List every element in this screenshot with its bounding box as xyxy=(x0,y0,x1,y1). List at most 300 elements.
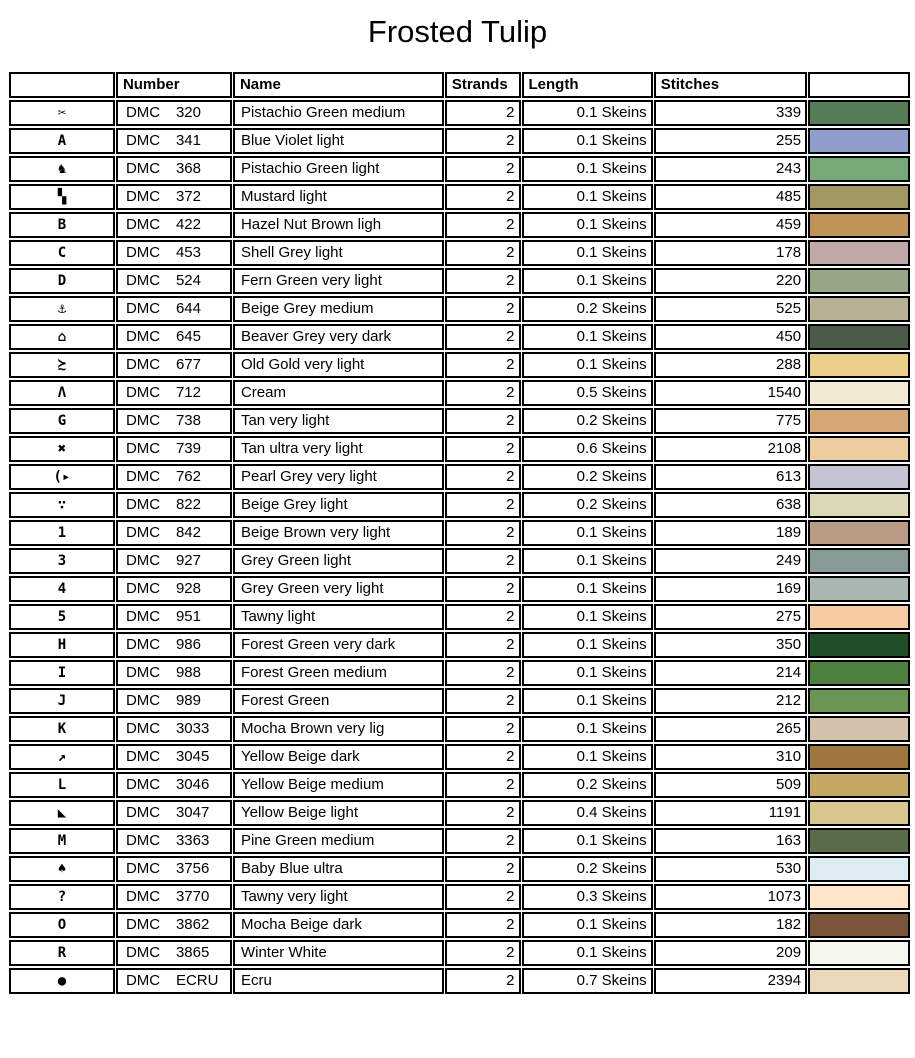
table-row xyxy=(9,632,910,658)
table-row xyxy=(9,856,910,882)
color-name-cell: Mustard light xyxy=(233,184,444,210)
color-swatch xyxy=(808,212,910,238)
color-swatch xyxy=(808,632,910,658)
brand-label: DMC xyxy=(125,496,161,513)
strands-cell: 2 xyxy=(445,800,521,826)
stitch-symbol: D xyxy=(9,268,115,294)
code-label: 3862 xyxy=(175,916,210,933)
length-cell: 0.2 Skeins xyxy=(522,772,653,798)
color-swatch xyxy=(808,716,910,742)
table-row xyxy=(9,912,910,938)
floss-number-cell xyxy=(116,296,232,322)
floss-number-cell xyxy=(116,128,232,154)
code-label: 453 xyxy=(175,244,201,261)
strands-cell: 2 xyxy=(445,240,521,266)
code-label: 372 xyxy=(175,188,201,205)
stitch-symbol: 1 xyxy=(9,520,115,546)
brand-label: DMC xyxy=(125,636,161,653)
table-row xyxy=(9,940,910,966)
floss-number-cell xyxy=(116,604,232,630)
length-cell: 0.7 Skeins xyxy=(522,968,653,994)
table-row xyxy=(9,800,910,826)
stitches-cell: 182 xyxy=(654,912,807,938)
table-row xyxy=(9,184,910,210)
length-cell: 0.1 Skeins xyxy=(522,716,653,742)
color-swatch xyxy=(808,688,910,714)
code-label: 3756 xyxy=(175,860,210,877)
code-label: 738 xyxy=(175,412,201,429)
stitches-cell: 163 xyxy=(654,828,807,854)
table-row xyxy=(9,436,910,462)
color-name-cell: Tan ultra very light xyxy=(233,436,444,462)
length-cell: 0.1 Skeins xyxy=(522,744,653,770)
stitch-symbol: I xyxy=(9,660,115,686)
color-name-cell: Cream xyxy=(233,380,444,406)
code-label: 927 xyxy=(175,552,201,569)
code-label: 986 xyxy=(175,636,201,653)
strands-cell: 2 xyxy=(445,716,521,742)
floss-number-cell xyxy=(116,744,232,770)
color-name-cell: Ecru xyxy=(233,968,444,994)
color-name-cell: Pearl Grey very light xyxy=(233,464,444,490)
color-name-cell: Shell Grey light xyxy=(233,240,444,266)
strands-cell: 2 xyxy=(445,884,521,910)
brand-label: DMC xyxy=(125,832,161,849)
stitch-symbol: ∵ xyxy=(9,492,115,518)
table-row xyxy=(9,408,910,434)
brand-label: DMC xyxy=(125,188,161,205)
strands-cell: 2 xyxy=(445,464,521,490)
length-cell: 0.4 Skeins xyxy=(522,800,653,826)
floss-number-cell xyxy=(116,268,232,294)
table-row xyxy=(9,576,910,602)
floss-number-cell xyxy=(116,688,232,714)
strands-cell: 2 xyxy=(445,100,521,126)
strands-cell: 2 xyxy=(445,128,521,154)
floss-number-cell xyxy=(116,100,232,126)
code-label: 3047 xyxy=(175,804,210,821)
brand-label: DMC xyxy=(125,748,161,765)
strands-cell: 2 xyxy=(445,184,521,210)
floss-number-cell xyxy=(116,324,232,350)
brand-label: DMC xyxy=(125,692,161,709)
color-swatch xyxy=(808,576,910,602)
table-row xyxy=(9,772,910,798)
stitches-cell: 450 xyxy=(654,324,807,350)
floss-number-cell xyxy=(116,464,232,490)
header-number: Number xyxy=(116,72,232,98)
stitch-symbol: 3 xyxy=(9,548,115,574)
brand-label: DMC xyxy=(125,384,161,401)
length-cell: 0.1 Skeins xyxy=(522,604,653,630)
floss-number-cell xyxy=(116,772,232,798)
stitches-cell: 189 xyxy=(654,520,807,546)
table-row xyxy=(9,100,910,126)
code-label: ECRU xyxy=(175,972,219,989)
table-row xyxy=(9,296,910,322)
color-swatch xyxy=(808,324,910,350)
stitches-cell: 255 xyxy=(654,128,807,154)
brand-label: DMC xyxy=(125,580,161,597)
table-row xyxy=(9,884,910,910)
length-cell: 0.2 Skeins xyxy=(522,296,653,322)
stitch-symbol: K xyxy=(9,716,115,742)
brand-label: DMC xyxy=(125,944,161,961)
length-cell: 0.1 Skeins xyxy=(522,156,653,182)
code-label: 989 xyxy=(175,692,201,709)
stitch-symbol: ⚓ xyxy=(9,296,115,322)
stitches-cell: 288 xyxy=(654,352,807,378)
stitch-symbol: J xyxy=(9,688,115,714)
length-cell: 0.2 Skeins xyxy=(522,492,653,518)
strands-cell: 2 xyxy=(445,576,521,602)
length-cell: 0.1 Skeins xyxy=(522,688,653,714)
brand-label: DMC xyxy=(125,972,161,989)
floss-number-cell xyxy=(116,548,232,574)
code-label: 645 xyxy=(175,328,201,345)
stitches-cell: 350 xyxy=(654,632,807,658)
length-cell: 0.1 Skeins xyxy=(522,632,653,658)
table-row xyxy=(9,464,910,490)
color-name-cell: Winter White xyxy=(233,940,444,966)
color-swatch xyxy=(808,352,910,378)
length-cell: 0.1 Skeins xyxy=(522,660,653,686)
length-cell: 0.2 Skeins xyxy=(522,408,653,434)
strands-cell: 2 xyxy=(445,940,521,966)
header-symbol xyxy=(9,72,115,98)
length-cell: 0.1 Skeins xyxy=(522,828,653,854)
strands-cell: 2 xyxy=(445,968,521,994)
stitches-cell: 214 xyxy=(654,660,807,686)
table-row xyxy=(9,660,910,686)
stitch-symbol: ● xyxy=(9,968,115,994)
strands-cell: 2 xyxy=(445,436,521,462)
color-name-cell: Baby Blue ultra xyxy=(233,856,444,882)
brand-label: DMC xyxy=(125,356,161,373)
color-name-cell: Forest Green xyxy=(233,688,444,714)
floss-number-cell xyxy=(116,408,232,434)
strands-cell: 2 xyxy=(445,212,521,238)
floss-number-cell xyxy=(116,828,232,854)
table-row xyxy=(9,156,910,182)
floss-number-cell xyxy=(116,436,232,462)
code-label: 341 xyxy=(175,132,201,149)
table-header xyxy=(9,72,910,98)
strands-cell: 2 xyxy=(445,688,521,714)
strands-cell: 2 xyxy=(445,156,521,182)
stitches-cell: 265 xyxy=(654,716,807,742)
stitches-cell: 530 xyxy=(654,856,807,882)
code-label: 988 xyxy=(175,664,201,681)
stitches-cell: 2108 xyxy=(654,436,807,462)
brand-label: DMC xyxy=(125,664,161,681)
code-label: 677 xyxy=(175,356,201,373)
length-cell: 0.5 Skeins xyxy=(522,380,653,406)
stitch-symbol: ✖ xyxy=(9,436,115,462)
stitches-cell: 525 xyxy=(654,296,807,322)
strands-cell: 2 xyxy=(445,408,521,434)
length-cell: 0.2 Skeins xyxy=(522,464,653,490)
length-cell: 0.1 Skeins xyxy=(522,268,653,294)
stitches-cell: 509 xyxy=(654,772,807,798)
color-name-cell: Mocha Beige dark xyxy=(233,912,444,938)
table-row xyxy=(9,240,910,266)
brand-label: DMC xyxy=(125,216,161,233)
color-swatch xyxy=(808,184,910,210)
color-swatch xyxy=(808,380,910,406)
table-row xyxy=(9,128,910,154)
stitch-symbol: ↗ xyxy=(9,744,115,770)
code-label: 712 xyxy=(175,384,201,401)
stitch-symbol: A xyxy=(9,128,115,154)
strands-cell: 2 xyxy=(445,548,521,574)
code-label: 3865 xyxy=(175,944,210,961)
color-swatch xyxy=(808,548,910,574)
color-name-cell: Beige Grey medium xyxy=(233,296,444,322)
strands-cell: 2 xyxy=(445,856,521,882)
color-swatch xyxy=(808,100,910,126)
floss-key-table xyxy=(8,70,911,996)
color-name-cell: Yellow Beige dark xyxy=(233,744,444,770)
strands-cell: 2 xyxy=(445,912,521,938)
floss-number-cell xyxy=(116,492,232,518)
table-row xyxy=(9,520,910,546)
strands-cell: 2 xyxy=(445,380,521,406)
stitches-cell: 178 xyxy=(654,240,807,266)
color-name-cell: Forest Green medium xyxy=(233,660,444,686)
length-cell: 0.3 Skeins xyxy=(522,884,653,910)
strands-cell: 2 xyxy=(445,772,521,798)
stitch-symbol: ▚ xyxy=(9,184,115,210)
stitch-symbol: ⌂ xyxy=(9,324,115,350)
color-name-cell: Tawny very light xyxy=(233,884,444,910)
stitch-symbol: C xyxy=(9,240,115,266)
length-cell: 0.1 Skeins xyxy=(522,324,653,350)
table-row xyxy=(9,744,910,770)
code-label: 3046 xyxy=(175,776,210,793)
color-swatch xyxy=(808,240,910,266)
color-name-cell: Grey Green light xyxy=(233,548,444,574)
floss-number-cell xyxy=(116,520,232,546)
stitch-symbol: M xyxy=(9,828,115,854)
code-label: 951 xyxy=(175,608,201,625)
color-name-cell: Blue Violet light xyxy=(233,128,444,154)
header-length: Length xyxy=(522,72,653,98)
color-swatch xyxy=(808,520,910,546)
strands-cell: 2 xyxy=(445,604,521,630)
color-swatch xyxy=(808,772,910,798)
table-row xyxy=(9,212,910,238)
color-swatch xyxy=(808,856,910,882)
stitch-symbol: ◣ xyxy=(9,800,115,826)
floss-number-cell xyxy=(116,212,232,238)
floss-number-cell xyxy=(116,660,232,686)
color-swatch xyxy=(808,436,910,462)
brand-label: DMC xyxy=(125,608,161,625)
code-label: 368 xyxy=(175,160,201,177)
stitches-cell: 275 xyxy=(654,604,807,630)
stitch-symbol: 4 xyxy=(9,576,115,602)
stitches-cell: 169 xyxy=(654,576,807,602)
color-swatch xyxy=(808,660,910,686)
table-row xyxy=(9,324,910,350)
length-cell: 0.1 Skeins xyxy=(522,940,653,966)
stitch-symbol: ♠ xyxy=(9,856,115,882)
stitches-cell: 339 xyxy=(654,100,807,126)
strands-cell: 2 xyxy=(445,744,521,770)
color-name-cell: Old Gold very light xyxy=(233,352,444,378)
stitches-cell: 310 xyxy=(654,744,807,770)
header-strands: Strands xyxy=(445,72,521,98)
brand-label: DMC xyxy=(125,160,161,177)
color-name-cell: Yellow Beige light xyxy=(233,800,444,826)
floss-number-cell xyxy=(116,716,232,742)
table-row xyxy=(9,268,910,294)
color-swatch xyxy=(808,828,910,854)
brand-label: DMC xyxy=(125,272,161,289)
floss-number-cell xyxy=(116,912,232,938)
brand-label: DMC xyxy=(125,916,161,933)
color-name-cell: Tan very light xyxy=(233,408,444,434)
length-cell: 0.2 Skeins xyxy=(522,856,653,882)
stitch-symbol: G xyxy=(9,408,115,434)
brand-label: DMC xyxy=(125,328,161,345)
strands-cell: 2 xyxy=(445,296,521,322)
length-cell: 0.1 Skeins xyxy=(522,520,653,546)
floss-number-cell xyxy=(116,352,232,378)
strands-cell: 2 xyxy=(445,324,521,350)
header-name: Name xyxy=(233,72,444,98)
strands-cell: 2 xyxy=(445,632,521,658)
stitch-symbol: ♞ xyxy=(9,156,115,182)
stitches-cell: 2394 xyxy=(654,968,807,994)
floss-number-cell xyxy=(116,576,232,602)
table-row xyxy=(9,492,910,518)
code-label: 644 xyxy=(175,300,201,317)
code-label: 524 xyxy=(175,272,201,289)
color-swatch xyxy=(808,296,910,322)
stitch-symbol: ? xyxy=(9,884,115,910)
stitches-cell: 209 xyxy=(654,940,807,966)
length-cell: 0.6 Skeins xyxy=(522,436,653,462)
stitch-symbol: ≿ xyxy=(9,352,115,378)
table-row xyxy=(9,716,910,742)
color-name-cell: Pistachio Green light xyxy=(233,156,444,182)
floss-number-cell xyxy=(116,800,232,826)
color-name-cell: Mocha Brown very lig xyxy=(233,716,444,742)
key-rows xyxy=(9,100,910,994)
color-swatch xyxy=(808,268,910,294)
length-cell: 0.1 Skeins xyxy=(522,548,653,574)
stitches-cell: 613 xyxy=(654,464,807,490)
code-label: 3033 xyxy=(175,720,210,737)
stitch-symbol: 5 xyxy=(9,604,115,630)
floss-number-cell xyxy=(116,380,232,406)
brand-label: DMC xyxy=(125,468,161,485)
code-label: 3045 xyxy=(175,748,210,765)
table-row xyxy=(9,604,910,630)
floss-number-cell xyxy=(116,884,232,910)
color-swatch xyxy=(808,884,910,910)
length-cell: 0.1 Skeins xyxy=(522,212,653,238)
code-label: 739 xyxy=(175,440,201,457)
floss-number-cell xyxy=(116,632,232,658)
color-name-cell: Beige Brown very light xyxy=(233,520,444,546)
brand-label: DMC xyxy=(125,860,161,877)
length-cell: 0.1 Skeins xyxy=(522,128,653,154)
code-label: 928 xyxy=(175,580,201,597)
color-name-cell: Grey Green very light xyxy=(233,576,444,602)
stitch-symbol: Λ xyxy=(9,380,115,406)
color-name-cell: Beaver Grey very dark xyxy=(233,324,444,350)
color-swatch xyxy=(808,940,910,966)
brand-label: DMC xyxy=(125,244,161,261)
floss-number-cell xyxy=(116,940,232,966)
header-color xyxy=(808,72,910,98)
strands-cell: 2 xyxy=(445,828,521,854)
color-name-cell: Tawny light xyxy=(233,604,444,630)
stitch-symbol: L xyxy=(9,772,115,798)
color-swatch xyxy=(808,604,910,630)
code-label: 320 xyxy=(175,104,201,121)
header-row xyxy=(9,72,910,98)
brand-label: DMC xyxy=(125,524,161,541)
stitch-symbol: B xyxy=(9,212,115,238)
color-name-cell: Fern Green very light xyxy=(233,268,444,294)
stitches-cell: 1191 xyxy=(654,800,807,826)
stitches-cell: 775 xyxy=(654,408,807,434)
table-row xyxy=(9,968,910,994)
stitches-cell: 212 xyxy=(654,688,807,714)
brand-label: DMC xyxy=(125,440,161,457)
brand-label: DMC xyxy=(125,776,161,793)
stitch-symbol: (▸ xyxy=(9,464,115,490)
stitch-symbol: H xyxy=(9,632,115,658)
table-row xyxy=(9,380,910,406)
brand-label: DMC xyxy=(125,720,161,737)
length-cell: 0.1 Skeins xyxy=(522,352,653,378)
stitch-symbol: R xyxy=(9,940,115,966)
color-swatch xyxy=(808,968,910,994)
brand-label: DMC xyxy=(125,300,161,317)
color-swatch xyxy=(808,156,910,182)
stitches-cell: 638 xyxy=(654,492,807,518)
strands-cell: 2 xyxy=(445,492,521,518)
header-stitches: Stitches xyxy=(654,72,807,98)
color-swatch xyxy=(808,800,910,826)
floss-number-cell xyxy=(116,184,232,210)
color-name-cell: Yellow Beige medium xyxy=(233,772,444,798)
length-cell: 0.1 Skeins xyxy=(522,184,653,210)
table-row xyxy=(9,548,910,574)
color-name-cell: Pistachio Green medium xyxy=(233,100,444,126)
color-name-cell: Pine Green medium xyxy=(233,828,444,854)
color-swatch xyxy=(808,912,910,938)
page-title: Frosted Tulip xyxy=(367,14,548,49)
brand-label: DMC xyxy=(125,412,161,429)
brand-label: DMC xyxy=(125,132,161,149)
length-cell: 0.1 Skeins xyxy=(522,240,653,266)
floss-number-cell xyxy=(116,968,232,994)
color-name-cell: Hazel Nut Brown ligh xyxy=(233,212,444,238)
stitches-cell: 243 xyxy=(654,156,807,182)
code-label: 842 xyxy=(175,524,201,541)
code-label: 3363 xyxy=(175,832,210,849)
strands-cell: 2 xyxy=(445,660,521,686)
table-row xyxy=(9,352,910,378)
stitches-cell: 459 xyxy=(654,212,807,238)
strands-cell: 2 xyxy=(445,520,521,546)
